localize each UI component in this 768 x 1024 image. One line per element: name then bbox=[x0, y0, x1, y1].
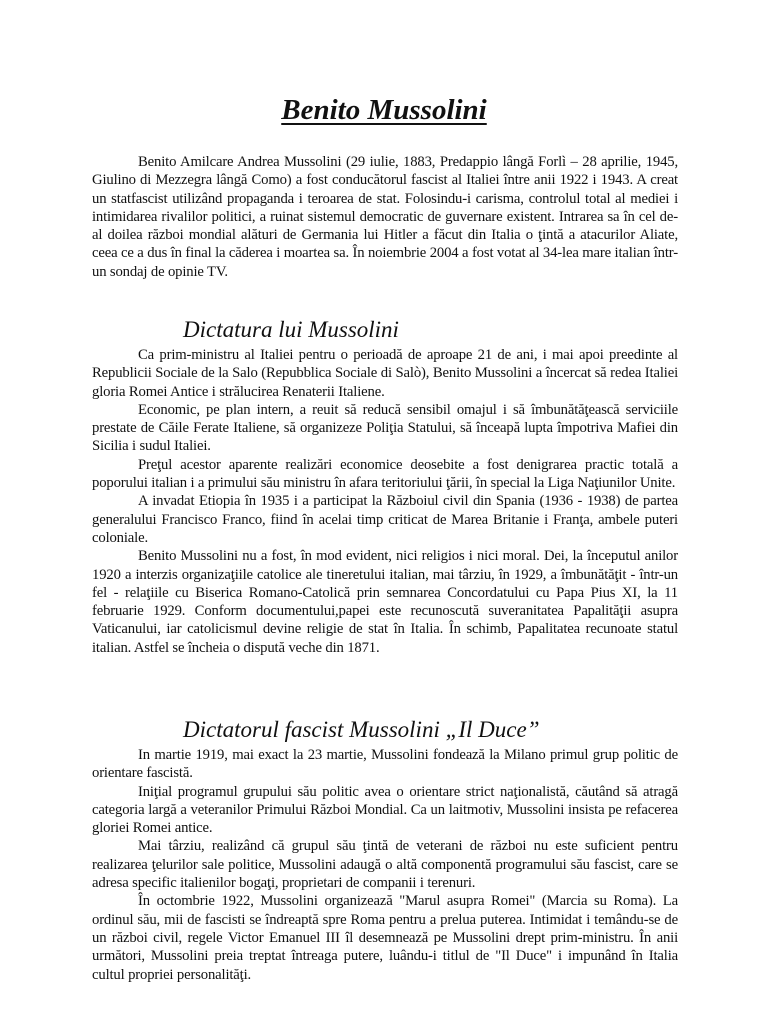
section-heading-il-duce: Dictatorul fascist Mussolini „Il Duce” bbox=[183, 717, 540, 742]
paragraph: Preţul acestor aparente realizări economice deosebite a fost denigrarea practic totală a poporului italian i a primului său ministru în afara teritoriului ţării, în special la Liga Naţiunilor Unite. bbox=[92, 456, 678, 492]
paragraph: Iniţial programul grupului său politic avea o orientare strict naţionalistă, căutând să atragă categoria largă a veteranilor Primului Război Mondial. Ca un laitmotiv, Mussolini insista pe refacerea gloriei Romei antice. bbox=[92, 783, 678, 837]
section-dictatura-body bbox=[92, 346, 678, 657]
paragraph: Economic, pe plan intern, a reuit să reducă sensibil omajul i să îmbunătăţească serviciile prestate de Căile Ferate Italiene, să organizeze Poliţia Statului, să înceapă lupta împotriva Mafiei din Sicilia i sudul Italiei. bbox=[92, 401, 678, 455]
intro-section bbox=[92, 153, 678, 281]
intro-paragraph: Benito Amilcare Andrea Mussolini (29 iulie, 1883, Predappio lângă Forlì – 28 aprilie, 1945, Giulino di Mezzegra lângă Como) a fost conducătorul fascist al Italiei între anii 1922 i 1943. A creat un statfascist utilizând propaganda i teroarea de stat. Folosindu-i carisma, controlul total al mediei i intimidarea rivalilor politici, a ruinat sistemul democratic de guvernare existent. Intrarea sa în cel de-al doilea război mondial alături de Germania lui Hitler a făcut din Italia o ţintă a atacurilor Aliate, ceea ce a dus în final la căderea i moartea sa. În noiembrie 2004 a fost votat al 34-lea mare italian într-un sondaj de opinie TV. bbox=[92, 154, 678, 280]
paragraph: Ca prim-ministru al Italiei pentru o perioadă de aproape 21 de ani, i mai apoi preedinte al Republicii Sociale de la Salo (Repubblica Sociale di Salò), Benito Mussolini a încercat să redea Italiei gloria Romei Antice i strălucirea Renaterii Italiene. bbox=[92, 347, 678, 400]
paragraph: Mai târziu, realizând că grupul său ţintă de veterani de război nu este suficient pentru realizarea ţelurilor sale politice, Mussolini adaugă o altă componentă programului său fascist, care se adresa specific italienilor bogaţi, proprietari de companii i terenuri. bbox=[92, 838, 678, 892]
paragraph: In martie 1919, mai exact la 23 martie, Mussolini fondează la Milano primul grup politic de orientare fascistă. bbox=[92, 747, 678, 782]
section-heading-dictatura: Dictatura lui Mussolini bbox=[183, 317, 399, 342]
section-il-duce-body bbox=[92, 746, 678, 984]
paragraph: În octombrie 1922, Mussolini organizează "Marul asupra Romei" (Marcia su Roma). La ordinul său, mii de fascisti se îndreaptă spre Roma pentru a prelua puterea. Intimidat i temându-se de un război civil, regele Victor Emanuel III îl desemnează pe Mussolini drept prim-ministru. În anii următori, Mussolini preia treptat întreaga putere, luându-i titlul de "Il Duce" i impunând în Italia cultul propriei personalităţi. bbox=[92, 893, 678, 983]
paragraph: Benito Mussolini nu a fost, în mod evident, nici religios i nici moral. Dei, la începutul anilor 1920 a interzis organizaţiile catolice ale tineretului italian, mai târziu, în 1929, a îmbunătăţit - într-un fel - relaţiile cu Biserica Romano-Catolică prin semnarea Concordatului cu Papa Pius XI, la 11 februarie 1929. Conform documentului,papei este recunoscută suveranitatea Papalităţii asupra Vaticanului, iar catolicismul devine religie de stat în Italia. În schimb, Papalitatea recunoate statul italian. Astfel se încheia o dispută veche din 1871. bbox=[92, 548, 678, 656]
paragraph: A invadat Etiopia în 1935 i a participat la Războiul civil din Spania (1936 - 1938) de partea generalului Francisco Franco, fiind în acelai timp criticat de Marea Britanie i Franţa, ambele puteri coloniale. bbox=[92, 493, 678, 546]
document-title: Benito Mussolini bbox=[281, 94, 487, 126]
